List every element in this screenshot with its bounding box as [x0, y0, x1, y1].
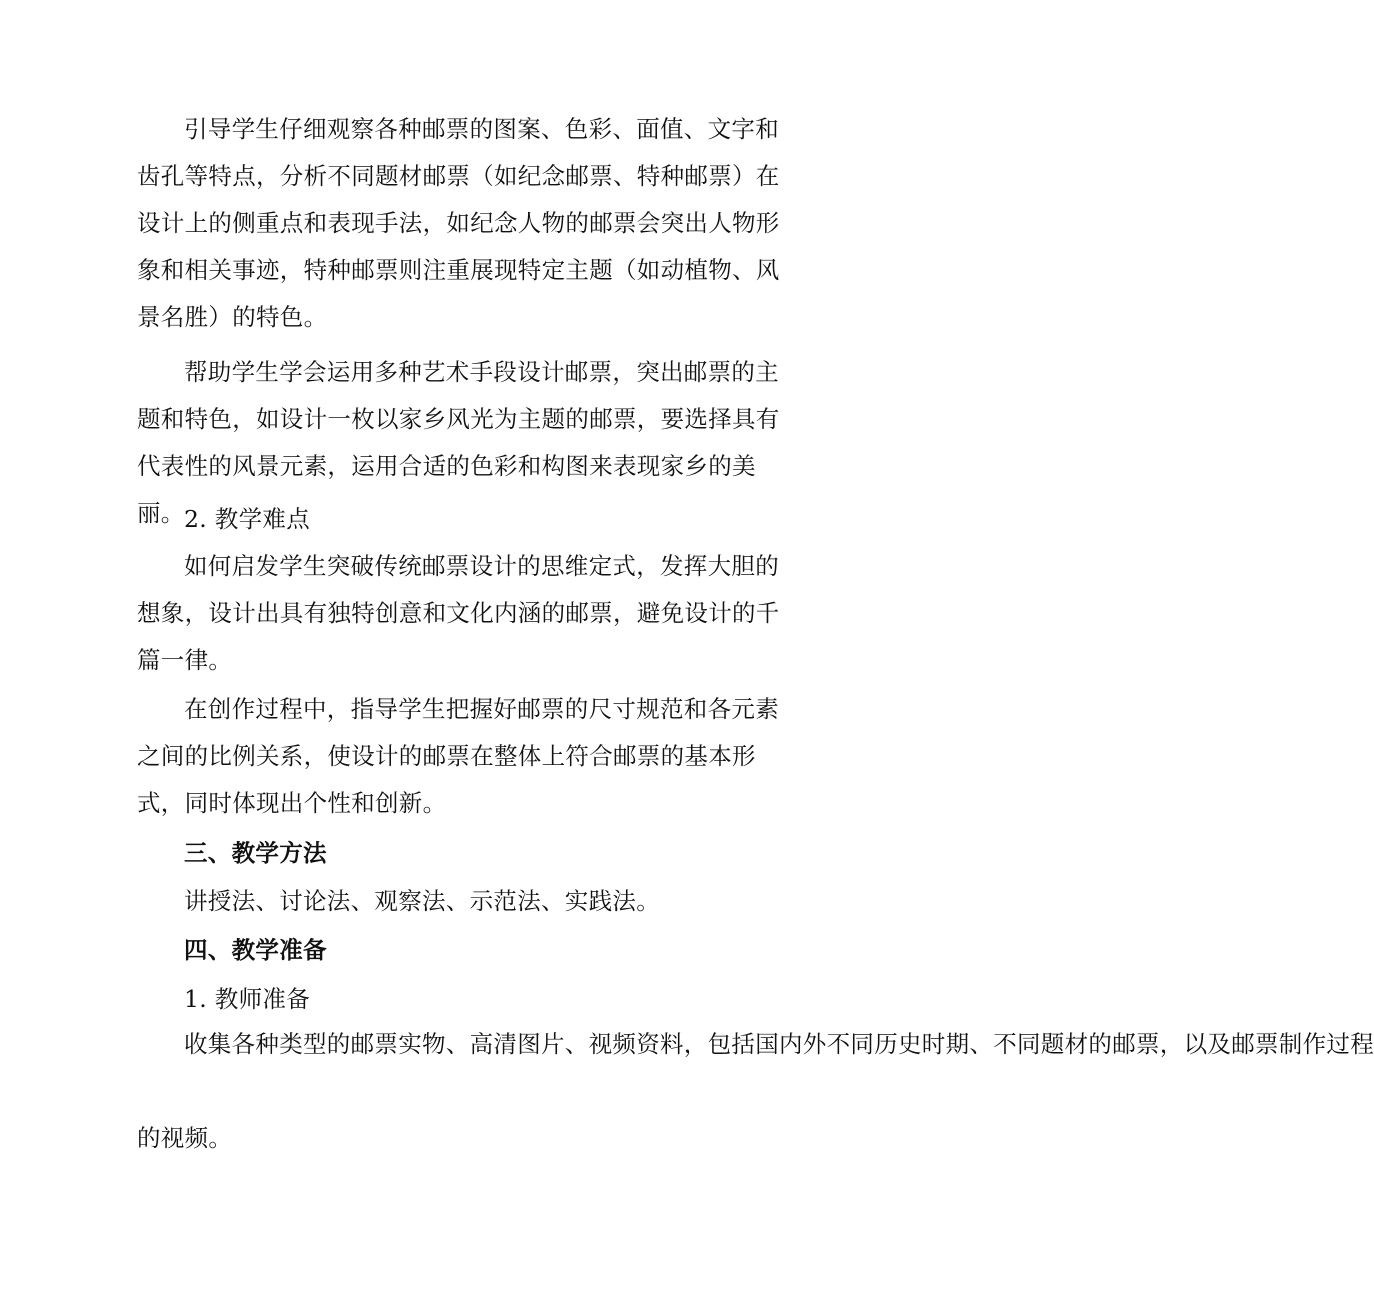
paragraph-collect-materials-line1: 收集各种类型的邮票实物、高清图片、视频资料，包括国内外不同历史时期、不同题材的邮票，以及邮票制作过程	[184, 1030, 1374, 1058]
paragraph-design-skills: 帮助学生学会运用多种艺术手段设计邮票，突出邮票的主题和特色，如设计一枚以家乡风光为主题的邮票，要选择具有代表性的风景元素，运用合适的色彩和构图来表现家乡的美丽。	[137, 358, 780, 527]
paragraph-methods-list: 讲授法、讨论法、观察法、示范法、实践法。	[184, 887, 660, 915]
heading-teacher-preparation: 1. 教师准备	[184, 985, 310, 1013]
paragraph-observe-stamps: 引导学生仔细观察各种邮票的图案、色彩、面值、文字和齿孔等特点，分析不同题材邮票（如纪念邮票、特种邮票）在设计上的侧重点和表现手法，如纪念人物的邮票会突出人物形象和相关事迹，特种邮票则注重展现特定主题（如动植物、风景名胜）的特色。	[137, 115, 780, 331]
heading-teaching-methods: 三、教学方法	[184, 839, 327, 867]
paragraph-collect-materials-end	[137, 1115, 797, 1162]
paragraph-creative-thinking: 如何启发学生突破传统邮票设计的思维定式，发挥大胆的想象，设计出具有独特创意和文化内涵的邮票，避免设计的千篇一律。	[137, 552, 780, 674]
paragraph-collect-materials	[137, 1021, 1374, 1068]
heading-teaching-preparation: 四、教学准备	[184, 936, 327, 964]
paragraph-collect-materials-line2: 的视频。	[137, 1124, 233, 1152]
paragraph-size-proportion: 在创作过程中，指导学生把握好邮票的尺寸规范和各元素之间的比例关系，使设计的邮票在整体上符合邮票的基本形式，同时体现出个性和创新。	[137, 695, 779, 817]
heading-teaching-difficulty: 2. 教学难点	[184, 505, 310, 533]
